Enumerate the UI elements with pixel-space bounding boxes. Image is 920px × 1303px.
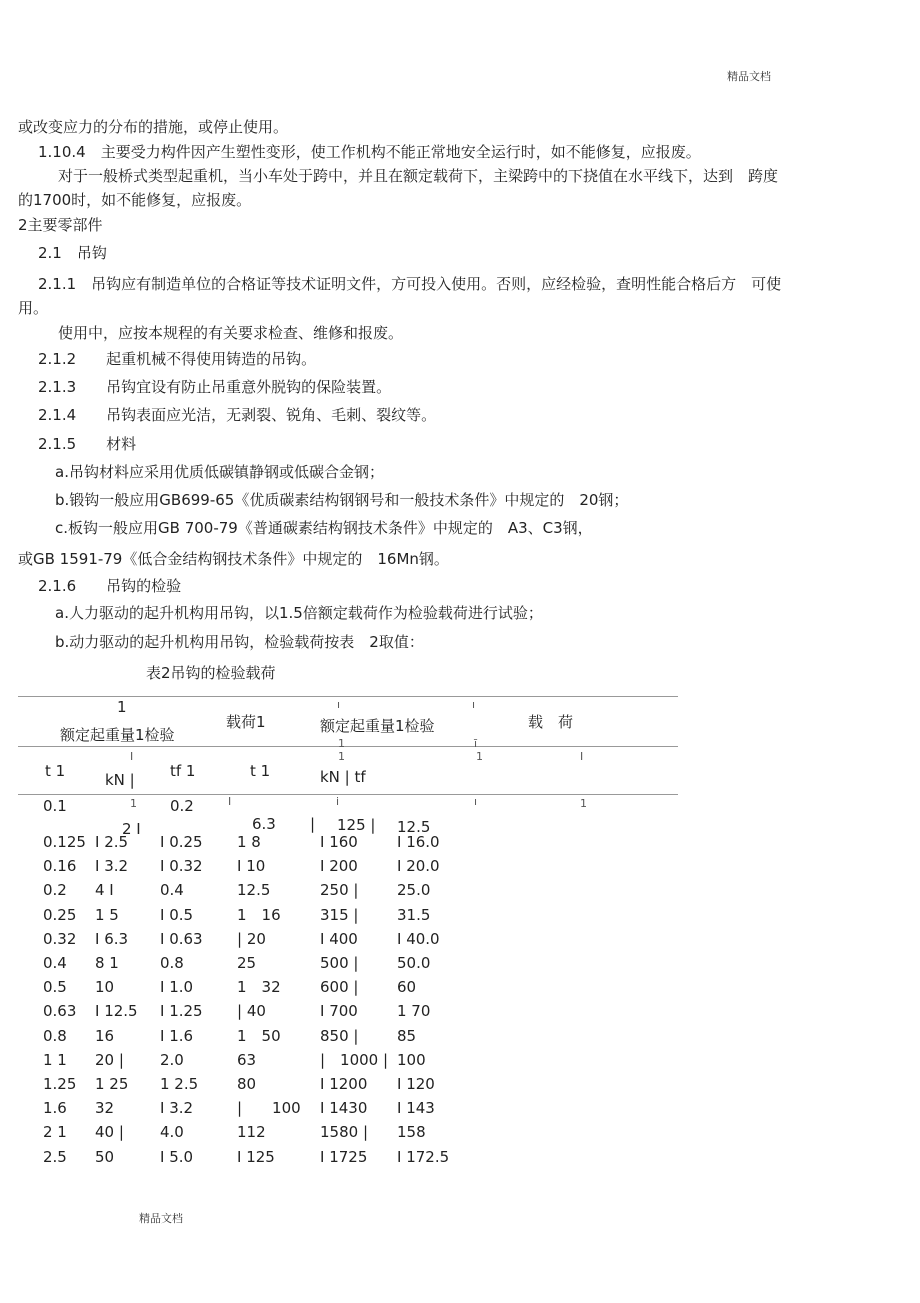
cell: 1 25 bbox=[95, 1075, 129, 1093]
cell: 250 | bbox=[320, 881, 359, 900]
cell: 0.5 bbox=[43, 978, 67, 997]
page-footer-label: 精品文档 bbox=[139, 1212, 183, 1225]
cell: 0.8 bbox=[160, 954, 184, 972]
clause-2-1-5: 2.1.5 材料 bbox=[38, 435, 137, 453]
cell: I 120 bbox=[397, 1075, 435, 1093]
cell: 63 bbox=[237, 1050, 257, 1069]
cell: I 143 bbox=[397, 1099, 435, 1118]
cell: 32 bbox=[95, 1099, 115, 1118]
cell: ı bbox=[474, 795, 478, 808]
header-rated-capacity-2: 额定起重量1检验 bbox=[320, 717, 435, 735]
cell: I 1.0 bbox=[160, 978, 194, 997]
cell: 1 5 bbox=[95, 905, 119, 924]
clause-2-1-2: 2.1.2 起重机械不得使用铸造的吊钩。 bbox=[38, 350, 317, 368]
cell: 1.25 bbox=[43, 1075, 77, 1093]
cell: I 3.2 bbox=[160, 1099, 194, 1118]
cell: I 1725 bbox=[320, 1147, 368, 1166]
clause-2-1-6-b: b.动力驱动的起升机构用吊钩，检验载荷按表 2取值： bbox=[55, 633, 424, 651]
cell: 600 | bbox=[320, 978, 359, 997]
cell: 8 1 bbox=[95, 954, 119, 972]
cell: I 125 bbox=[237, 1147, 275, 1166]
cell: 25 bbox=[237, 954, 257, 972]
clause-2-1-1-usage: 使用中，应按本规程的有关要求检查、维修和报废。 bbox=[58, 324, 404, 342]
cell: 1 70 bbox=[397, 1002, 431, 1021]
cell: I 16.0 bbox=[397, 833, 440, 851]
cell: 2.5 bbox=[43, 1147, 67, 1166]
cell: 6.3 bbox=[252, 815, 276, 833]
table-subheader-rule bbox=[18, 794, 678, 795]
cell: 2 1 bbox=[43, 1123, 67, 1142]
cell: 500 | bbox=[320, 954, 359, 972]
cell: 25.0 bbox=[397, 881, 431, 900]
cell: i bbox=[336, 795, 340, 808]
cell: I 10 bbox=[237, 857, 266, 876]
cell: 12.5 bbox=[397, 818, 431, 836]
subheader-t-2: t 1 bbox=[250, 762, 271, 780]
clause-1-10-4: 1.10.4 主要受力构件因产生塑性变形，使工作机构不能正常地安全运行时，如不能修复，应报废。 bbox=[38, 143, 701, 161]
cell: 1 bbox=[580, 797, 587, 810]
cell: I 6.3 bbox=[95, 929, 129, 948]
cell: I 700 bbox=[320, 1002, 358, 1021]
cell: 0.4 bbox=[43, 954, 67, 972]
clause-2-1-5-a: a.吊钩材料应采用优质低碳镇静钢或低碳合金钢； bbox=[55, 463, 384, 481]
cell: 315 | bbox=[320, 905, 359, 924]
cell: 50 bbox=[95, 1147, 115, 1166]
section-2-1-heading: 2.1 吊钩 bbox=[38, 244, 107, 262]
cell: 1 1 bbox=[43, 1050, 67, 1069]
cell: 85 bbox=[397, 1026, 417, 1045]
cell: I 200 bbox=[320, 857, 358, 876]
cell: | 1000 | bbox=[320, 1050, 389, 1069]
cell: 100 bbox=[397, 1050, 426, 1069]
cell: 0.4 bbox=[160, 881, 184, 900]
cell: 4.0 bbox=[160, 1123, 184, 1142]
cell: | 20 bbox=[237, 929, 266, 948]
clause-2-1-5-b: b.锻钩一般应用GB699-65《优质碳素结构钢钢号和一般技术条件》中规定的 20钢； bbox=[55, 491, 629, 509]
header-mark: ī bbox=[474, 737, 478, 750]
cell: 0.25 bbox=[43, 905, 77, 924]
cell: I 1.25 bbox=[160, 1002, 203, 1021]
cell: I 1430 bbox=[320, 1099, 368, 1118]
cell: I 3.2 bbox=[95, 857, 129, 876]
cell: 1580 | bbox=[320, 1123, 368, 1142]
cell: 20 | bbox=[95, 1050, 124, 1069]
cell: I 1200 bbox=[320, 1075, 368, 1093]
clause-2-1-5-c: c.板钩一般应用GB 700-79《普通碳素结构钢技术条件》中规定的 A3、C3钢， bbox=[55, 519, 593, 537]
clause-2-1-3: 2.1.3 吊钩宜设有防止吊重意外脱钩的保险装置。 bbox=[38, 378, 392, 396]
cell: 0.32 bbox=[43, 929, 77, 948]
cell: 112 bbox=[237, 1123, 266, 1142]
cell: I 0.32 bbox=[160, 857, 203, 876]
header-mark: 1 bbox=[338, 750, 345, 763]
cell: 850 | bbox=[320, 1026, 359, 1045]
subheader-kn: kN | bbox=[105, 771, 135, 789]
cell: 16 bbox=[95, 1026, 115, 1045]
cell: I 1.6 bbox=[160, 1026, 194, 1045]
subheader-kn-tf: kN | tf bbox=[320, 768, 366, 786]
cell: 50.0 bbox=[397, 954, 431, 972]
header-rated-capacity-1: 额定起重量1检验 bbox=[60, 726, 175, 744]
cell: 0.16 bbox=[43, 857, 77, 876]
clause-2-1-1-line1: 2.1.1 吊钩应有制造单位的合格证等技术证明文件，方可投入使用。否则，应经检验，查明性能合格后方 可使 bbox=[38, 275, 782, 293]
page-header-label: 精品文档 bbox=[727, 70, 771, 83]
clause-2-1-1-line2: 用。 bbox=[18, 299, 49, 317]
cell: 0.8 bbox=[43, 1026, 67, 1045]
cell: 1 bbox=[130, 797, 137, 810]
clause-2-1-6-a: a.人力驱动的起升机构用吊钩，以1.5倍额定载荷作为检验载荷进行试验； bbox=[55, 604, 543, 622]
header-mark: ı bbox=[472, 698, 476, 711]
section-2-heading: 2主要零部件 bbox=[18, 216, 103, 234]
cell: 125 | bbox=[337, 816, 376, 834]
subheader-t-1: t 1 bbox=[45, 762, 66, 780]
table-caption: 表2吊钩的检验载荷 bbox=[146, 664, 276, 682]
header-test-load-1: 载荷1 bbox=[226, 713, 266, 731]
cell: 80 bbox=[237, 1075, 257, 1093]
cell: 0.1 bbox=[43, 797, 67, 815]
cell: 12.5 bbox=[237, 881, 271, 900]
cell: 1.6 bbox=[43, 1099, 67, 1118]
cell: | bbox=[310, 815, 316, 833]
cell: 1 16 bbox=[237, 905, 281, 924]
header-mark: I bbox=[130, 750, 134, 763]
cell: 10 bbox=[95, 978, 115, 997]
table-top-rule bbox=[18, 696, 678, 697]
cell: 4 I bbox=[95, 881, 114, 900]
subheader-tf: tf 1 bbox=[170, 762, 196, 780]
cell: 1 32 bbox=[237, 978, 281, 997]
cell: I 0.63 bbox=[160, 929, 203, 948]
cell: I 400 bbox=[320, 929, 358, 948]
cell: I 160 bbox=[320, 833, 358, 851]
header-mark: 1 bbox=[338, 737, 345, 750]
cell: 2 I bbox=[122, 820, 141, 838]
cell: I 5.0 bbox=[160, 1147, 194, 1166]
header-mark: I bbox=[580, 750, 584, 763]
cell: 0.2 bbox=[43, 881, 67, 900]
cell: 60 bbox=[397, 978, 417, 997]
clause-2-1-4: 2.1.4 吊钩表面应光洁，无剥裂、锐角、毛刺、裂纹等。 bbox=[38, 406, 437, 424]
cell: I 20.0 bbox=[397, 857, 440, 876]
clause-2-1-6: 2.1.6 吊钩的检验 bbox=[38, 577, 182, 595]
cell: 1 50 bbox=[237, 1026, 281, 1045]
cell: 1 8 bbox=[237, 833, 261, 851]
cell: I 2.5 bbox=[95, 833, 129, 851]
header-mark: ı bbox=[337, 698, 341, 711]
cell: I 172.5 bbox=[397, 1147, 450, 1166]
cell: 2.0 bbox=[160, 1050, 184, 1069]
header-test-load-2: 载 荷 bbox=[528, 713, 574, 731]
cell: 0.63 bbox=[43, 1002, 77, 1021]
table-header-rule bbox=[18, 746, 678, 747]
cell: I 0.25 bbox=[160, 833, 203, 851]
cell: 40 | bbox=[95, 1123, 124, 1142]
cell: 0.125 bbox=[43, 833, 86, 851]
cell: 158 bbox=[397, 1123, 426, 1142]
cell: | 100 bbox=[237, 1099, 301, 1118]
clause-deflection-line1: 对于一般桥式类型起重机，当小车处于跨中，并且在额定载荷下，主梁跨中的下挠值在水平线下，达到 跨度 bbox=[58, 167, 779, 185]
clause-2-1-5-d: 或GB 1591-79《低合金结构钢技术条件》中规定的 16Mn钢。 bbox=[18, 550, 449, 568]
cell: I bbox=[228, 795, 232, 808]
cell: I 0.5 bbox=[160, 905, 194, 924]
cell: I 40.0 bbox=[397, 929, 440, 948]
cell: 0.2 bbox=[170, 797, 194, 815]
cell: | 40 bbox=[237, 1002, 266, 1021]
cell: I 12.5 bbox=[95, 1002, 138, 1021]
paragraph-continuation: 或改变应力的分布的措施，或停止使用。 bbox=[18, 118, 289, 136]
header-fragment: 1 bbox=[117, 698, 127, 716]
cell: 31.5 bbox=[397, 905, 431, 924]
cell: 1 2.5 bbox=[160, 1075, 199, 1093]
header-mark: 1 bbox=[476, 750, 483, 763]
clause-deflection-line2: 的1700时，如不能修复，应报废。 bbox=[18, 191, 252, 209]
